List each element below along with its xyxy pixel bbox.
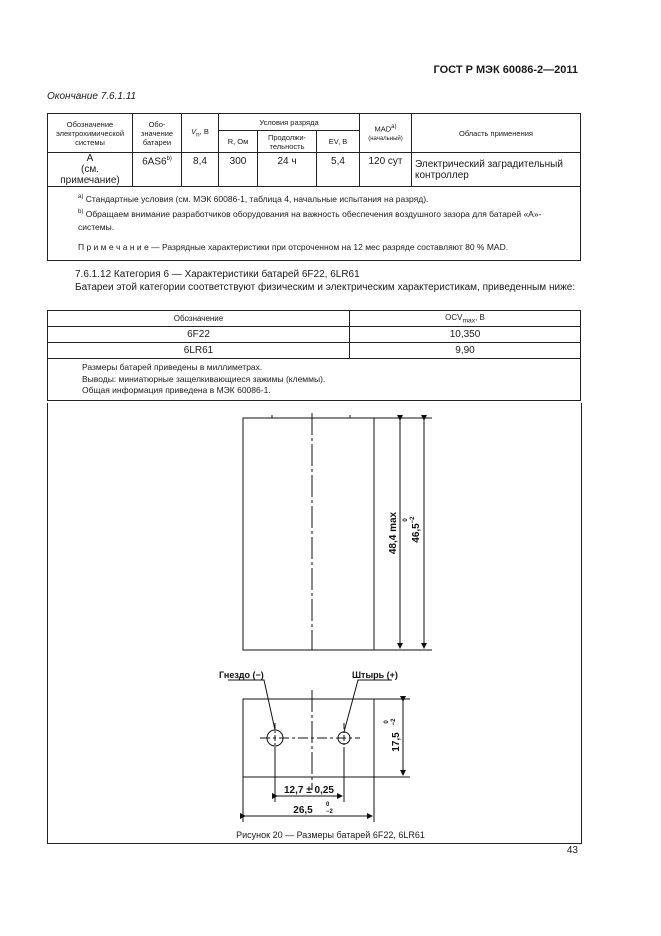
- cell-ev: 5,4: [317, 153, 360, 187]
- section-title: 7.6.1.12 Категория 6 — Характеристики батарей 6F22, 6LR61: [75, 269, 360, 280]
- cell-application: Электрический заградительный контроллер: [412, 153, 581, 187]
- col-designation: Обозначение электрохимической системы: [48, 114, 133, 153]
- col-duration: Продолжи-тельность: [258, 131, 317, 153]
- thickness-tol-bot: −2: [391, 718, 397, 726]
- thickness-tol-top: 0: [384, 720, 390, 724]
- col-battery: Обо-значение батареи: [133, 114, 182, 153]
- thickness-label: 17,5: [391, 732, 402, 752]
- battery-body-front: [243, 418, 374, 650]
- col-ev: EV, В: [317, 131, 360, 153]
- col-designation-2: Обозначение: [48, 311, 350, 327]
- col-r: R, Ом: [219, 131, 258, 153]
- width-tol-bot: −2: [326, 809, 333, 815]
- cell-mad: 120 сут: [360, 153, 412, 187]
- height-range-label: 46,5: [411, 523, 422, 543]
- cell-ocv: 9,90: [350, 343, 581, 359]
- socket-label: Гнездо (−): [219, 670, 264, 680]
- footnote-b: $^{b)}$ Обращаем внимание разработчиков оборудования на важность обеспечения воздушного зазора для батарей «А»-системы.: [78, 208, 542, 232]
- height-tol-bot: −2: [410, 516, 416, 524]
- figure-caption: Рисунок 20 — Размеры батарей 6F22, 6LR61: [236, 830, 425, 840]
- info-cell: Размеры батарей приведены в миллиметрах. Выводы: миниатюрные защелкивающиеся зажимы (клеммы). Общая информация приведена в МЭК 60086-1.: [48, 359, 581, 401]
- width-label: 26,5: [293, 805, 313, 816]
- width-tol-top: 0: [326, 802, 330, 808]
- cell-battery: 6AS6$^{b)}$: [133, 153, 182, 187]
- page-number: 43: [566, 845, 578, 856]
- cell-vn: 8,4: [182, 153, 219, 187]
- col-conditions: Условия разряда: [219, 114, 360, 131]
- table-note: П р и м е ч а н и е — Разрядные характеристики при отсроченном на 12 мес разряде составляют 80 % MAD.: [78, 241, 509, 252]
- cell-duration: 24 ч: [258, 153, 317, 187]
- col-ocv: $OCV_{max}$, В: [350, 311, 581, 327]
- height-max-label: 48,4 max: [388, 511, 399, 555]
- continuation-label: Окончание 7.6.1.11: [47, 91, 137, 102]
- pitch-label: 12,7 ± 0,25: [284, 785, 334, 796]
- col-vn: $V_n$, В: [182, 114, 219, 153]
- section-text: Батареи этой категории соответствуют физическим и электрическим характеристикам, приведенным ниже:: [75, 282, 576, 293]
- cell-designation: 6F22: [48, 327, 350, 343]
- col-application: Область применения: [412, 114, 581, 153]
- height-tol-top: 0: [403, 518, 409, 522]
- pin-label: Штырь (+): [352, 670, 398, 680]
- cell-system: A (см. примечание): [48, 153, 133, 187]
- cell-r: 300: [219, 153, 258, 187]
- standard-header: ГОСТ Р МЭК 60086-2—2011: [433, 64, 578, 76]
- cell-ocv: 10,350: [350, 327, 581, 343]
- cell-designation: 6LR61: [48, 343, 350, 359]
- col-mad: MAD$^{a)}$ (начальный): [360, 114, 412, 153]
- footnote-a: $^{a)}$ Стандартные условия (см. МЭК 60086-1, таблица 4, начальные испытания на разряд).: [78, 193, 429, 204]
